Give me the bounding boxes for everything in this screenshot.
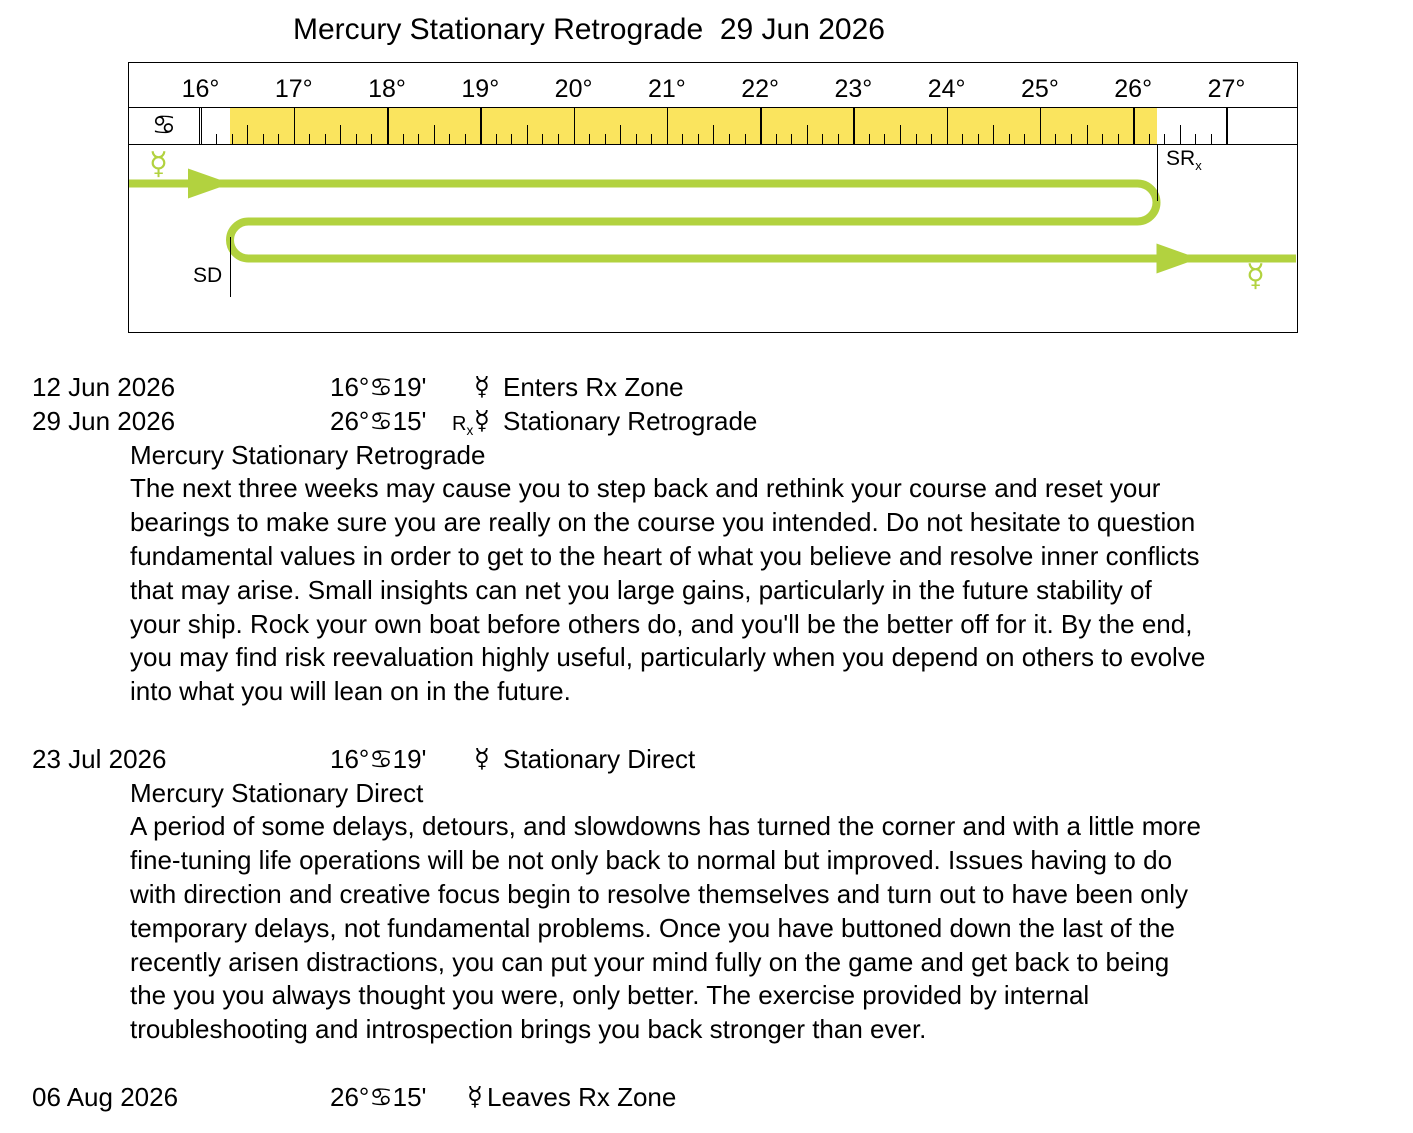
- minute-tick: [713, 125, 714, 144]
- minute-tick: [605, 134, 606, 144]
- degree-tick-label: 20°: [554, 75, 593, 103]
- event-label: Stationary Retrograde: [503, 405, 758, 436]
- minute-tick: [978, 134, 979, 144]
- event-position: 16°♋19': [330, 372, 427, 402]
- stationary-direct-marker-line: [230, 237, 231, 297]
- minute-tick: [542, 134, 543, 144]
- degree-tick-label: 22°: [741, 75, 780, 103]
- retrograde-symbol: $R_x$: [452, 412, 474, 438]
- paragraph-line: you may find risk reevaluation highly useful, particularly when you depend on others to evolve: [130, 642, 1206, 673]
- minute-tick: [884, 134, 885, 144]
- minute-tick: [232, 134, 233, 144]
- retrograde-ephemeris-chart: [128, 62, 1298, 333]
- minute-tick: [1009, 134, 1010, 144]
- minute-tick: [589, 134, 590, 144]
- minute-tick: [1024, 134, 1025, 144]
- degree-line: [387, 108, 389, 144]
- cancer-sign-icon: ♋: [129, 108, 200, 144]
- page-title: Mercury Stationary Retrograde 29 Jun 2026: [293, 13, 885, 46]
- minute-tick: [403, 134, 404, 144]
- event-date: 29 Jun 2026: [32, 405, 176, 436]
- paragraph-line: recently arisen distractions, you can put your mind fully on the game and get back to being: [130, 946, 1170, 977]
- minute-tick: [309, 134, 310, 144]
- stationary-retrograde-label: $SR_x$: [1166, 147, 1202, 174]
- paragraph-line: your ship. Rock your own boat before others do, and you'll be the better off for it. By the end,: [130, 608, 1193, 639]
- retrograde-loop-line: [129, 184, 1296, 259]
- degree-line: [294, 108, 296, 144]
- event-label: Enters Rx Zone: [503, 372, 684, 402]
- minute-tick: [434, 125, 435, 144]
- minute-tick: [900, 125, 901, 144]
- event-row: [0, 405, 1413, 439]
- paragraph-line: that may arise. Small insights can net you large gains, particularly in the future stability of: [130, 574, 1152, 605]
- minute-tick: [1102, 134, 1103, 144]
- degree-tick-label: 19°: [461, 75, 500, 103]
- minute-tick: [916, 134, 917, 144]
- degree-tick-label: 24°: [927, 75, 966, 103]
- minute-tick: [263, 134, 264, 144]
- minute-tick: [278, 134, 279, 144]
- degree-line: [947, 108, 949, 144]
- paragraph-line: troubleshooting and introspection brings you back stronger than ever.: [130, 1014, 927, 1045]
- degree-line: [480, 108, 482, 144]
- degree-line: [574, 108, 576, 144]
- minute-tick: [620, 125, 621, 144]
- event-position: 26°♋15': [330, 405, 427, 436]
- minute-tick: [511, 134, 512, 144]
- minute-tick: [1180, 125, 1181, 144]
- minute-tick: [931, 134, 932, 144]
- minute-tick: [1055, 134, 1056, 144]
- minute-tick: [776, 134, 777, 144]
- paragraph-line: The next three weeks may cause you to step back and rethink your course and reset your: [130, 473, 1161, 504]
- stationary-direct-label: SD: [193, 264, 223, 287]
- degree-ruler: [129, 107, 1297, 145]
- interpretation-paragraph: [0, 810, 1413, 1047]
- event-date: 06 Aug 2026: [32, 1081, 179, 1112]
- minute-tick: [993, 125, 994, 144]
- interpretation-report: [0, 371, 1413, 1115]
- event-date: 23 Jul 2026: [32, 743, 167, 774]
- minute-tick: [371, 134, 372, 144]
- minute-tick: [527, 125, 528, 144]
- minute-tick: [1195, 134, 1196, 144]
- paragraph-line: bearings to make sure you are really on the course you intended. Do not hesitate to question: [130, 507, 1196, 538]
- minute-tick: [1211, 134, 1212, 144]
- degree-tick-label: 17°: [274, 75, 313, 103]
- mercury-icon: ☿: [474, 372, 490, 402]
- minute-tick: [869, 134, 870, 144]
- minute-tick: [636, 134, 637, 144]
- minute-tick: [962, 134, 963, 144]
- degree-line: [853, 108, 855, 144]
- degree-line: [667, 108, 669, 144]
- minute-tick: [745, 134, 746, 144]
- paragraph-line: fine-tuning life operations will be not only back to normal but improved. Issues having to do: [130, 845, 1173, 876]
- degree-line: [760, 108, 762, 144]
- degree-line: [1226, 108, 1228, 144]
- minute-tick: [340, 125, 341, 144]
- minute-tick: [822, 134, 823, 144]
- minute-tick: [356, 134, 357, 144]
- event-label: Leaves Rx Zone: [487, 1081, 677, 1112]
- degree-tick-label: 21°: [647, 75, 686, 103]
- degree-tick-label: 16°: [181, 75, 220, 103]
- mercury-icon: ☿: [467, 1081, 483, 1112]
- degree-tick-label: 26°: [1114, 75, 1153, 103]
- minute-tick: [496, 134, 497, 144]
- mercury-icon: ☿: [474, 405, 490, 436]
- paragraph-line: A period of some delays, detours, and slowdowns has turned the corner and with a little more: [130, 811, 1201, 842]
- degree-line: [1133, 108, 1135, 144]
- interpretation-paragraph: [0, 472, 1413, 709]
- minute-tick: [1071, 134, 1072, 144]
- blank-line: [0, 1047, 1413, 1081]
- minute-tick: [465, 134, 466, 144]
- minute-tick: [682, 134, 683, 144]
- paragraph-line: temporary delays, not fundamental problems. Once you have buttoned down the last of the: [130, 912, 1175, 943]
- event-date: 12 Jun 2026: [32, 372, 176, 402]
- minute-tick: [449, 134, 450, 144]
- minute-tick: [558, 134, 559, 144]
- event-row: [0, 743, 1413, 777]
- minute-tick: [807, 125, 808, 144]
- minute-tick: [729, 134, 730, 144]
- retrograde-shadow-zone: [230, 108, 1156, 144]
- minute-tick: [216, 134, 217, 144]
- event-row: [0, 1081, 1413, 1115]
- mercury-icon: ☿: [1246, 258, 1266, 294]
- minute-tick: [247, 125, 248, 144]
- paragraph-line: into what you will lean on in the future.: [130, 676, 571, 707]
- minute-tick: [791, 134, 792, 144]
- event-label: Stationary Direct: [503, 743, 696, 774]
- mercury-icon: ☿: [149, 146, 169, 182]
- minute-tick: [698, 134, 699, 144]
- direct-motion-arrow-icon: [1157, 244, 1199, 274]
- minute-tick: [1149, 134, 1150, 144]
- degree-tick-label: 27°: [1207, 75, 1246, 103]
- mercury-icon: ☿: [474, 743, 490, 774]
- event-row: [0, 371, 1413, 405]
- minute-tick: [651, 134, 652, 144]
- interpretation-heading: Mercury Stationary Direct: [130, 777, 424, 808]
- degree-tick-label: 25°: [1021, 75, 1059, 103]
- blank-line: [0, 709, 1413, 743]
- event-position: 26°♋15': [330, 1081, 427, 1112]
- minute-tick: [1118, 134, 1119, 144]
- degree-tick-label: 23°: [834, 75, 873, 103]
- event-position: 16°♋19': [330, 743, 427, 774]
- paragraph-line: the you you always thought you were, only better. The exercise provided by internal: [130, 980, 1090, 1011]
- paragraph-line: with direction and creative focus begin to resolve themselves and turn out to have been only: [130, 878, 1188, 909]
- degree-line: [201, 108, 203, 144]
- stationary-retrograde-marker-line: [1157, 144, 1158, 201]
- paragraph-line: fundamental values in order to get to the heart of what you believe and resolve inner conflicts: [130, 540, 1200, 571]
- degree-line: [1040, 108, 1042, 144]
- minute-tick: [1087, 125, 1088, 144]
- minute-tick: [418, 134, 419, 144]
- direct-motion-arrow-icon: [188, 169, 231, 199]
- minute-tick: [1164, 134, 1165, 144]
- degree-tick-label: 18°: [368, 75, 406, 103]
- minute-tick: [325, 134, 326, 144]
- minute-tick: [838, 134, 839, 144]
- interpretation-heading: Mercury Stationary Retrograde: [130, 439, 486, 470]
